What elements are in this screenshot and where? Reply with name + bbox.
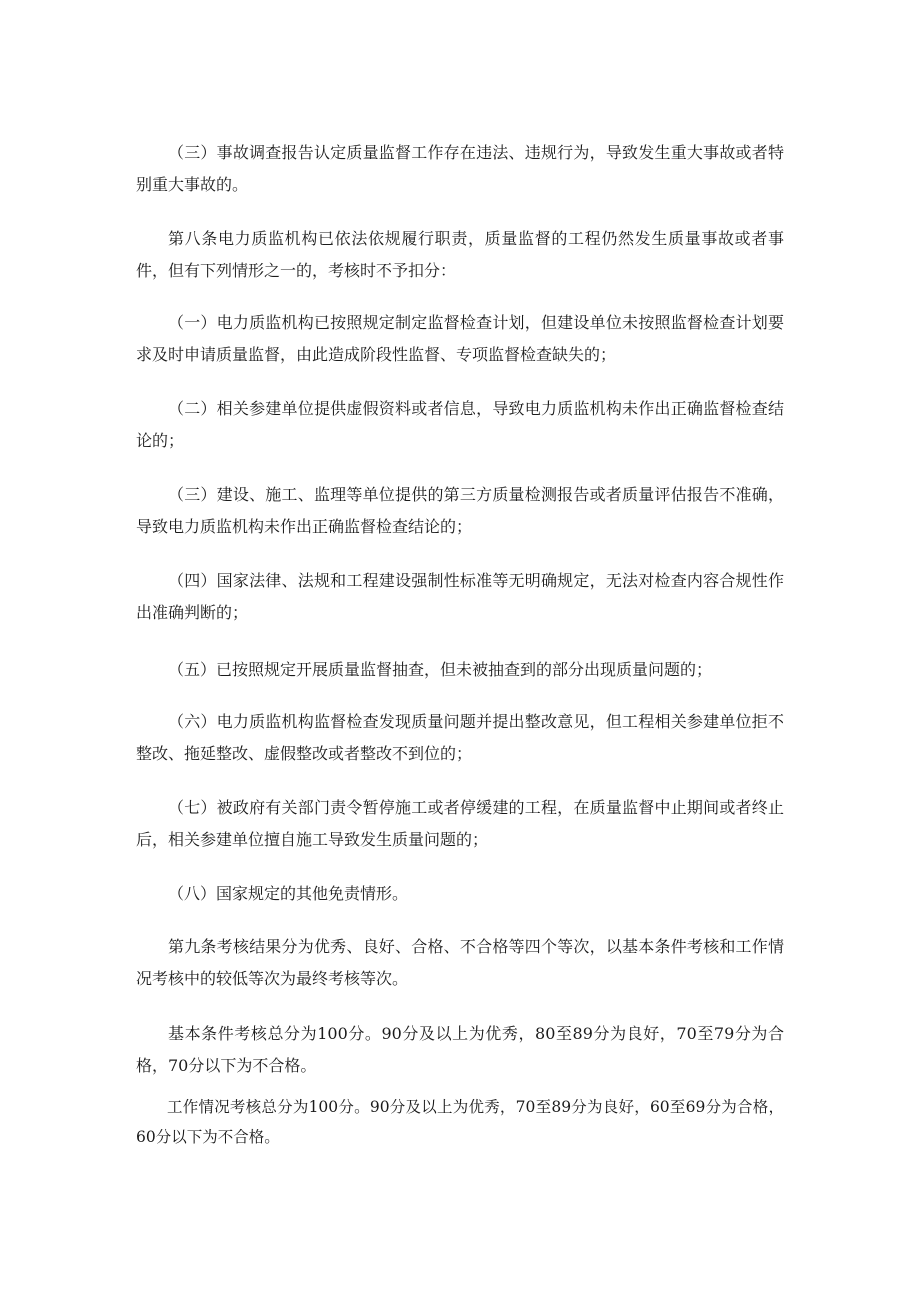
basic-conditions-scoring: 基本条件考核总分为100分。90分及以上为优秀，80至89分为良好，70至79分为合格，70分以下为不合格。 xyxy=(136,1024,784,1075)
article-8: 第八条电力质监机构已依法依规履行职责，质量监督的工程仍然发生质量事故或者事件，但有下列情形之一的，考核时不予扣分： xyxy=(136,229,784,280)
work-performance-scoring: 工作情况考核总分为100分。90分及以上为优秀，70至89分为良好，60至69分为合格，60分以下为不合格。 xyxy=(136,1097,784,1146)
article-8-item-7: （七）被政府有关部门责令暂停施工或者停缓建的工程，在质量监督中止期间或者终止后，相关参建单位擅自施工导致发生质量问题的； xyxy=(136,798,784,849)
article-8-item-1: （一）电力质监机构已按照规定制定监督检查计划，但建设单位未按照监督检查计划要求及时申请质量监督，由此造成阶段性监督、专项监督检查缺失的； xyxy=(136,313,784,364)
article-8-item-4: （四）国家法律、法规和工程建设强制性标准等无明确规定，无法对检查内容合规性作出准确判断的； xyxy=(136,571,784,622)
article-8-item-2: （二）相关参建单位提供虚假资料或者信息，导致电力质监机构未作出正确监督检查结论的； xyxy=(136,399,784,450)
clause-item-3-major-accident: （三）事故调查报告认定质量监督工作存在违法、违规行为，导致发生重大事故或者特别重大事故的。 xyxy=(136,143,784,194)
article-8-item-6: （六）电力质监机构监督检查发现质量问题并提出整改意见，但工程相关参建单位拒不整改、拖延整改、虚假整改或者整改不到位的； xyxy=(136,712,784,763)
article-8-item-3: （三）建设、施工、监理等单位提供的第三方质量检测报告或者质量评估报告不准确，导致电力质监机构未作出正确监督检查结论的； xyxy=(136,485,784,536)
article-9: 第九条考核结果分为优秀、良好、合格、不合格等四个等次，以基本条件考核和工作情况考核中的较低等次为最终考核等次。 xyxy=(136,937,784,988)
article-8-item-8: （八）国家规定的其他免责情形。 xyxy=(168,884,409,903)
article-8-item-5: （五）已按照规定开展质量监督抽查，但未被抽查到的部分出现质量问题的； xyxy=(168,660,713,679)
